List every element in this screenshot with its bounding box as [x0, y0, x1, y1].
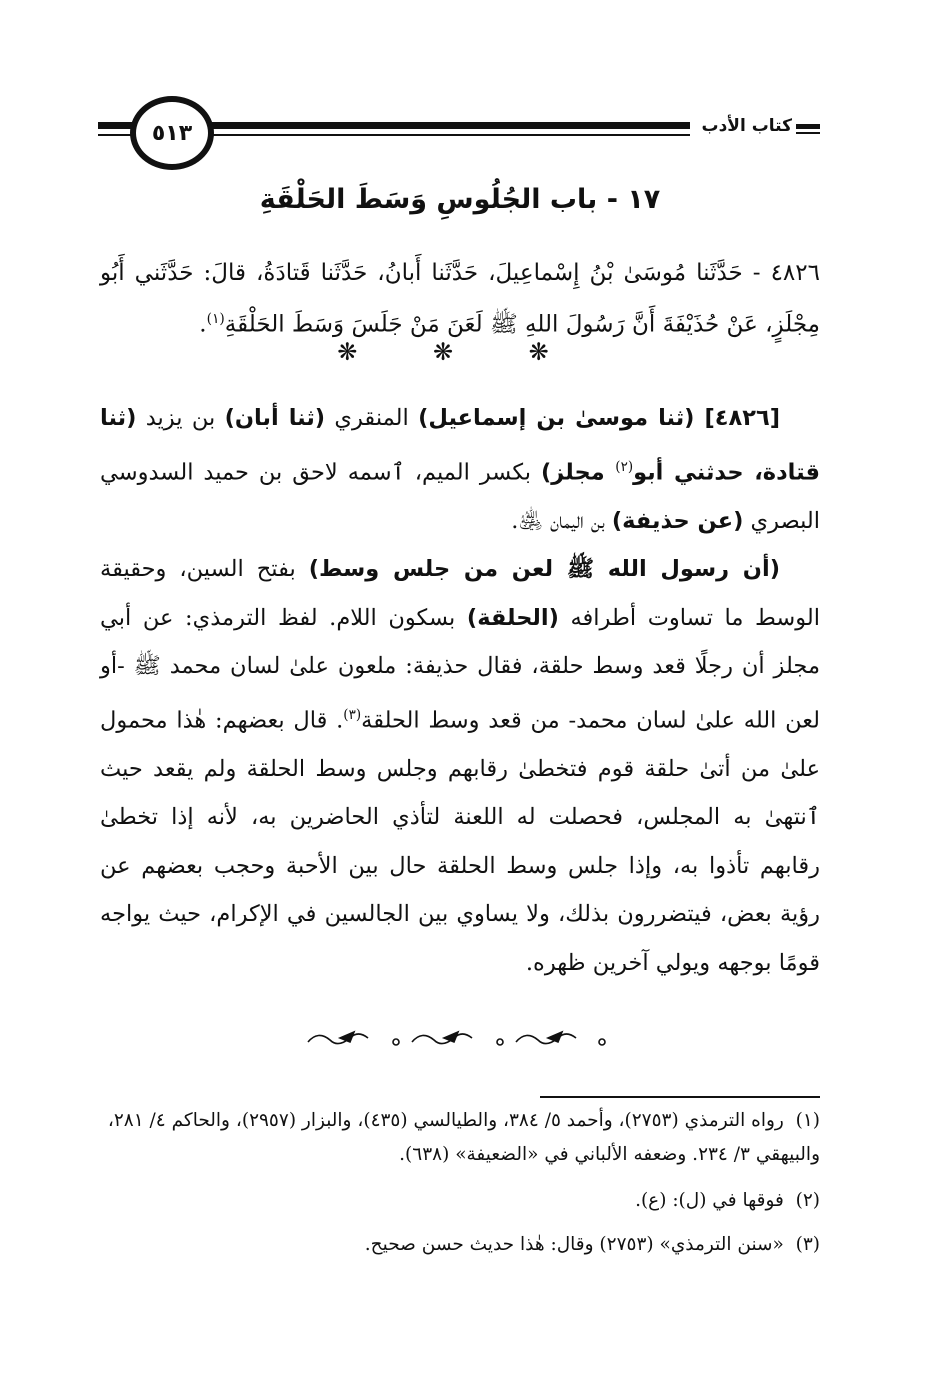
- chapter-title: ١٧ - باب الجُلُوسِ وَسَطَ الحَلْقَةِ: [259, 184, 661, 215]
- page-number-text: ٥١٣: [151, 120, 193, 146]
- running-head: كتاب الأدب: [690, 116, 796, 136]
- commentary-paragraph-2: [100, 545, 820, 987]
- footnote-rule: [540, 1096, 820, 1098]
- footnote-2: [100, 1184, 820, 1218]
- header-rule-thin: [205, 134, 765, 136]
- text-span: بن اليمان ﵁.: [511, 507, 612, 534]
- page-number: [130, 96, 214, 170]
- bold-span: (الحلقة): [466, 604, 559, 631]
- hadith-body: ٤٨٢٦ - حَدَّثَنا مُوسَىٰ بْنُ إِسْماعِيلَ، حَدَّثَنا أَبانُ، حَدَّثَنا قَتادَةُ، قالَ: حَدَّثَني أَبُو مِجْلَزٍ، عَنْ حُذَيْفَةَ أَنَّ رَسُولَ اللهِ ﷺ لَعَنَ مَنْ جَلَسَ وَسَطَ الحَلْقَةِ: [100, 260, 820, 338]
- footnotes: [100, 1104, 820, 1272]
- footnote-number: (١): [795, 1110, 820, 1131]
- hadith-text: [100, 250, 820, 348]
- footnote-1: [100, 1104, 820, 1172]
- footnote-text: رواه الترمذي (٢٧٥٣)، وأحمد ٥/ ٣٨٤، والطيالسي (٤٣٥)، والبزار (٢٩٥٧)، والحاكم ٤/ ٢٨١، والبيهقي ٣/ ٢٣٤. وضعفه الألباني في «الضعيفة» (٦٣٨).: [107, 1110, 820, 1165]
- header-rule: [205, 122, 765, 129]
- footnote-text: «سنن الترمذي» (٢٧٥٣) وقال: هٰذا حديث حسن صحيح.: [364, 1234, 784, 1255]
- footnote-number: (٢): [795, 1190, 820, 1211]
- text-span: . قال بعضهم: هٰذا محمول علىٰ من أتىٰ حلقة قوم فتخطىٰ رقابهم وجلس وسط الحلقة ولم يقعد حيث ٱنتهىٰ به المجلس، فحصلت له اللعنة لتأذي الحاضرين به، لأنه إذا تخطىٰ رقابهم تأذوا به، وإذا جلس وسط الحلقة حال بين الأحبة وحجب بعضهم عن رؤية بعض، فيتضررون بذلك، ولا يساوي بين الجالسين في الإكرام، حيث يواجه قومًا بوجهه ويولي آخرين ظهره.: [100, 707, 820, 976]
- footnote-number: (٣): [795, 1234, 820, 1255]
- text-span: بسكون اللام. لفظ الترمذي: عن أبي مجلز أن رجلًا قعد وسط حلقة، فقال حذيفة: ملعون علىٰ لسان محمد ﷺ -أو لعن الله علىٰ لسان محمد- من قعد وسط الحلقة: [100, 604, 820, 733]
- commentary: [100, 394, 820, 987]
- footnote-ref: (٢): [615, 458, 634, 475]
- text-span: المنقري: [325, 405, 419, 431]
- separator-stars: ❋ ❋ ❋: [337, 338, 583, 366]
- bold-span: مجلز): [541, 459, 616, 485]
- text-span: بفتح السين، وحقيقة الوسط ما تساوت أطرافه: [100, 556, 820, 631]
- text-span: بن يزيد: [136, 405, 225, 431]
- footnote-text: فوقها في (ل): (ع).: [635, 1190, 784, 1211]
- ornament-divider: [300, 1022, 620, 1056]
- text-span: بكسر الميم، ٱسمه لاحق بن حميد السدوسي البصري: [100, 459, 820, 534]
- bold-span: (ثنا أبان): [224, 405, 326, 431]
- footnote-ref: (١): [206, 311, 225, 327]
- bold-span: (أن رسول الله ﷺ لعن من جلس وسط): [308, 556, 780, 582]
- footnote-3: [100, 1228, 820, 1262]
- bold-span: [٤٨٢٦] (ثنا موسىٰ بن إسماعيل): [418, 405, 780, 431]
- bold-span: (عن حذيفة): [611, 507, 744, 534]
- footnote-ref: (٣): [343, 706, 362, 723]
- commentary-paragraph-1: [100, 394, 820, 545]
- hadith-end: .: [199, 311, 207, 338]
- bold-span: (ثنا قتادة، حدثني أبو: [100, 405, 821, 485]
